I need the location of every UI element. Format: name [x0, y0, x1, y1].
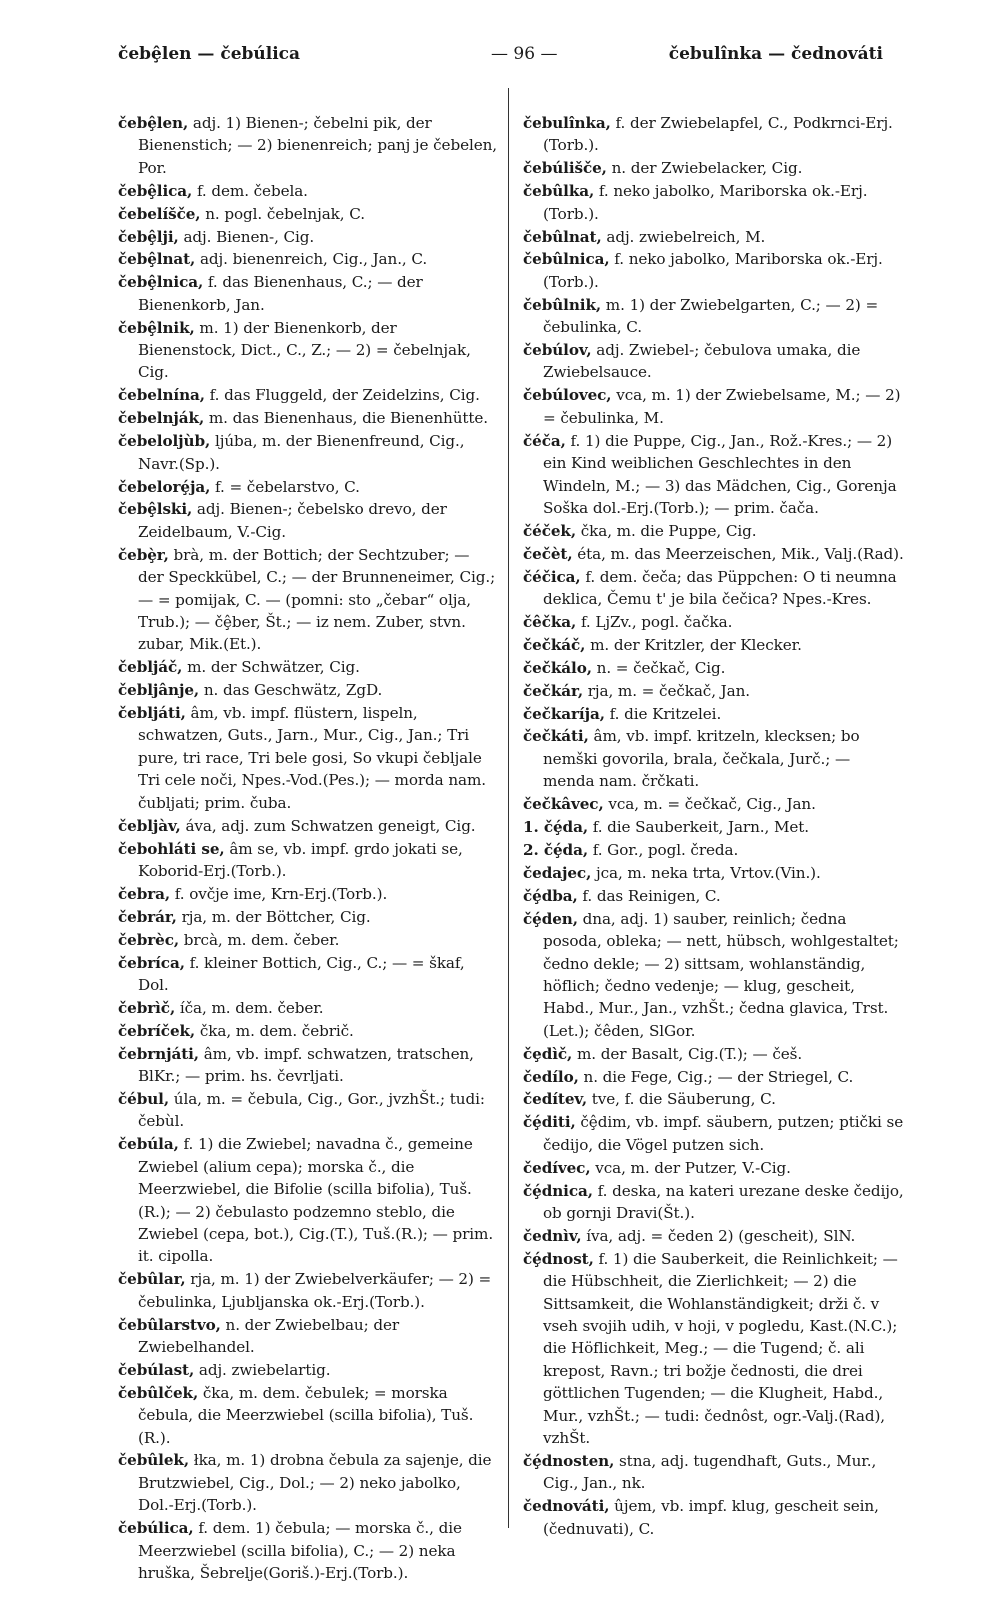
dictionary-entry — [118, 1133, 498, 1267]
dictionary-entry — [523, 1180, 905, 1225]
entry-definition: âm, vb. impf. kritzeln, klecksen; bo nemški govorila, brala, čečkala, Jurč.; — menda nam. črčkati. — [543, 727, 860, 791]
entry-headword: čȩ́dnost, — [523, 1249, 594, 1268]
dictionary-entry — [118, 544, 498, 656]
entry-definition: adj. bienenreich, Cig., Jan., C. — [195, 250, 428, 269]
entry-headword: čebȩ̂lnat, — [118, 250, 196, 269]
entry-headword: čebra, — [118, 884, 171, 903]
entry-definition: n. pogl. čebelnjak, C. — [200, 204, 365, 223]
dictionary-entry — [523, 339, 905, 384]
dictionary-entry — [523, 1088, 905, 1110]
dictionary-entry — [523, 703, 905, 725]
entry-definition: âm se, vb. impf. grdo jokati se, Koborid-Erj.(Torb.). — [138, 839, 463, 880]
dictionary-entry — [118, 112, 498, 179]
entry-headword: čebrèc, — [118, 930, 180, 949]
entry-headword: čebûlka, — [523, 182, 595, 201]
entry-headword: čȩ́dba, — [523, 886, 578, 905]
entry-definition: f. der Zwiebelapfel, C., Podkrnci-Erj.(Torb.). — [543, 114, 893, 155]
entry-definition: f. die Sauberkeit, Jarn., Met. — [588, 818, 810, 837]
entry-definition: čka, m. dem. čebulek; = morska čebula, die Meerzwiebel (scilla bifolia), Tuš.(R.). — [138, 1383, 474, 1447]
entry-headword: čebríca, — [118, 953, 185, 972]
dictionary-entry — [523, 520, 905, 542]
entry-definition: čȩ̂dim, vb. impf. säubern, putzen; ptički se čedijo, die Vögel putzen sich. — [543, 1113, 904, 1154]
dictionary-entry — [118, 384, 498, 406]
entry-headword: čebelorȩ́ja, — [118, 477, 211, 496]
entry-headword: čedítev, — [523, 1090, 588, 1109]
entry-headword: čebríček, — [118, 1021, 196, 1040]
entry-definition: f. dem. čebela. — [192, 181, 308, 200]
entry-headword: čȩ́dnosten, — [523, 1451, 615, 1470]
dictionary-entry — [523, 226, 905, 248]
entry-definition: éta, m. das Meerzeischen, Mik., Valj.(Rad). — [572, 544, 904, 563]
dictionary-entry — [523, 1043, 905, 1065]
entry-headword: čebljáti, — [118, 704, 186, 723]
entry-definition: brcà, m. dem. čeber. — [179, 930, 340, 949]
dictionary-entry — [118, 1449, 498, 1516]
entry-headword: čebȩ̂lica, — [118, 181, 193, 200]
entry-definition: čka, m. die Puppe, Cig. — [576, 521, 757, 540]
entry-definition: f. LjZv., pogl. čačka. — [576, 612, 733, 631]
dictionary-entry — [523, 1111, 905, 1156]
entry-headword: čebohláti se, — [118, 839, 225, 858]
entry-definition: m. der Kritzler, der Klecker. — [585, 635, 802, 654]
entry-definition: f. neko jabolko, Mariborska ok.-Erj.(Torb.). — [543, 182, 868, 223]
entry-headword: čebȩ̂lnik, — [118, 318, 195, 337]
entry-headword: čebúlišče, — [523, 159, 607, 178]
entry-definition: f. kleiner Bottich, Cig., C.; — = škaf, Dol. — [138, 953, 465, 994]
entry-definition: n. die Fege, Cig.; — der Striegel, C. — [578, 1067, 854, 1086]
dictionary-entry — [118, 838, 498, 883]
entry-headword: čêčka, — [523, 612, 577, 631]
entry-definition: m. 1) der Zwiebelgarten, C.; — 2) = čebulinka, C. — [543, 295, 879, 337]
entry-headword: čebûlar, — [118, 1270, 186, 1289]
entry-headword: čéča, — [523, 431, 566, 450]
dictionary-entry — [118, 317, 498, 384]
entry-headword: čebúlovec, — [523, 386, 612, 405]
entry-headword: čebûlnik, — [523, 295, 602, 314]
dictionary-entry — [523, 180, 905, 225]
entry-headword: čebrár, — [118, 907, 177, 926]
entry-definition: adj. 1) Bienen-; čebelni pik, der Bienenstich; — 2) bienenreich; panj je čebelen, Por. — [138, 114, 498, 177]
entry-headword: čebúla, — [118, 1135, 179, 1154]
dictionary-entry — [523, 634, 905, 656]
entry-headword: čednìv, — [523, 1226, 582, 1245]
entry-definition: vca, m. = čečkač, Cig., Jan. — [603, 795, 816, 814]
entry-headword: čebelnják, — [118, 409, 205, 428]
left-column — [118, 112, 498, 1585]
entry-headword: čedílo, — [523, 1067, 579, 1086]
entry-definition: f. neko jabolko, Mariborska ok.-Erj.(Torb.). — [543, 250, 883, 291]
entry-headword: čebrìč, — [118, 998, 176, 1017]
dictionary-entry — [118, 226, 498, 248]
entry-definition: vca, m. 1) der Zwiebelsame, M.; — 2) = čebulinka, M. — [543, 386, 901, 427]
dictionary-entry — [118, 1088, 498, 1133]
entry-headword: čebúlast, — [118, 1360, 195, 1379]
dictionary-entry — [523, 839, 905, 861]
dictionary-entry — [118, 430, 498, 475]
dictionary-entry — [523, 793, 905, 815]
dictionary-entry — [118, 1517, 498, 1584]
entry-headword: čedajec, — [523, 863, 592, 882]
header-left-guide-words: čebȩ̂len — čebúlica — [118, 44, 301, 64]
entry-definition: rja, m. = čečkač, Jan. — [583, 681, 751, 700]
dictionary-entry — [523, 885, 905, 907]
dictionary-entry — [523, 1248, 905, 1450]
dictionary-entry — [523, 1450, 905, 1495]
entry-definition: n. der Zwiebelacker, Cig. — [606, 159, 803, 178]
entry-definition: f. das Reinigen, C. — [577, 886, 721, 905]
entry-headword: čéčica, — [523, 567, 581, 586]
dictionary-entry — [118, 815, 498, 837]
dictionary-entry — [118, 476, 498, 498]
entry-definition: adj. Bienen-; čebelsko drevo, der Zeidelbaum, V.-Cig. — [138, 500, 447, 541]
entry-headword: čebeloljùb, — [118, 432, 211, 451]
entry-definition: âm, vb. impf. flüstern, lispeln, schwatzen, Guts., Jarn., Mur., Cig., Jan.; Tri pure, tri race, Tri bele gosi, So vkupi čebljale Tri cele noči, Npes.-Vod.(Pes.); — morda nam. čubljati; prim. čuba. — [138, 704, 487, 812]
dictionary-entry — [118, 929, 498, 951]
entry-definition: adj. Zwiebel-; čebulova umaka, die Zwiebelsauce. — [543, 341, 861, 382]
entry-definition: f. = čebelarstvo, C. — [210, 477, 360, 496]
entry-headword: čečkáti, — [523, 727, 589, 746]
entry-definition: rja, m. der Böttcher, Cig. — [176, 907, 371, 926]
entry-headword: čebȩ̂lji, — [118, 227, 179, 246]
entry-definition: rja, m. 1) der Zwiebelverkäufer; — 2) = čebulinka, Ljubljanska ok.-Erj.(Torb.). — [138, 1270, 492, 1311]
entry-headword: čebȩ̀r, — [118, 545, 169, 564]
entry-headword: čȩ́dnica, — [523, 1181, 593, 1200]
entry-definition: ljúba, m. der Bienenfreund, Cig., Navr.(Sp.). — [138, 432, 465, 473]
dictionary-entry — [523, 1157, 905, 1179]
dictionary-entry — [118, 407, 498, 429]
entry-definition: f. ovčje ime, Krn-Erj.(Torb.). — [170, 884, 388, 903]
entry-headword: čečkaríja, — [523, 704, 605, 723]
dictionary-entry — [118, 203, 498, 225]
entry-definition: dna, adj. 1) sauber, reinlich; čedna posoda, obleka; — nett, hübsch, wohlgestaltet; čedno dekle; — 2) sittsam, wohlanständig, höflich; čedno vedenje; — klug, gescheit, Habd., Mur., Jan., vzhŠt.; čedna glavica, Trst.(Let.); čêden, SlGor. — [543, 909, 899, 1040]
entry-definition: f. 1) die Sauberkeit, die Reinlichkeit; — die Hübschheit, die Zierlichkeit; — 2) die Sittsamkeit, die Wohlanständigkeit; drži č. v vseh svojih udih, v hoji, v pogledu, Kast.(N.C.); die Höflichkeit, Meg.; — die Tugend; č. ali krepost, Ravn.; tri božje čednosti, die drei göttlichen Tugenden; — die Klugheit, Habd., Mur., vzhŠt.; — tudi: čednôst, ogr.-Valj.(Rad), vzhŠt. — [543, 1249, 898, 1448]
entry-definition: vca, m. der Putzer, V.-Cig. — [590, 1158, 791, 1177]
entry-definition: f. das Bienenhaus, C.; — der Bienenkorb, Jan. — [138, 273, 423, 314]
page-number: — 96 — — [491, 44, 558, 64]
entry-definition: f. die Kritzelei. — [604, 704, 722, 723]
dictionary-entry — [118, 883, 498, 905]
entry-definition: čka, m. dem. čebrič. — [195, 1021, 354, 1040]
entry-definition: f. 1) die Puppe, Cig., Jan., Rož.-Kres.; — 2) ein Kind weiblichen Geschlechtes in den Windeln, M.; — 3) das Mädchen, Cig., Gorenja Soška dol.-Erj.(Torb.); — prim. čača. — [543, 431, 897, 517]
entry-definition: stna, adj. tugendhaft, Guts., Mur., Cig., Jan., nk. — [543, 1451, 877, 1493]
entry-headword: čebȩ̂len, — [118, 114, 189, 132]
dictionary-entry — [523, 384, 905, 429]
entry-headword: čebȩ̂lnica, — [118, 273, 204, 292]
entry-headword: čečkár, — [523, 681, 584, 700]
entry-definition: jca, m. neka trta, Vrtov.(Vin.). — [591, 863, 821, 882]
dictionary-entry — [523, 816, 905, 838]
dictionary-entry — [523, 294, 905, 339]
entry-definition: adj. zwiebelreich, M. — [601, 227, 766, 246]
dictionary-entry — [523, 908, 905, 1042]
entry-definition: brà, m. der Bottich; der Sechtzuber; — der Speckkübel, C.; — der Brunneneimer, Cig.; — = pomijak, C. — (pomni: sto „čebar“ olja, Trub.); — čȩ̂ber, Št.; — iz nem. Zuber, stvn. zubar, Mik.(Et.). — [138, 545, 496, 654]
dictionary-entry — [118, 498, 498, 543]
entry-definition: n. = čečkač, Cig. — [591, 658, 726, 677]
entry-headword: čebûlarstvo, — [118, 1315, 221, 1334]
dictionary-entry — [523, 611, 905, 633]
dictionary-entry — [118, 679, 498, 701]
dictionary-entry — [118, 1382, 498, 1449]
dictionary-entry — [118, 1314, 498, 1359]
entry-headword: čȩdìč, — [523, 1044, 573, 1063]
entry-headword: čebrnjáti, — [118, 1044, 199, 1063]
entry-headword: čȩ́diti, — [523, 1113, 576, 1132]
dictionary-entry — [523, 543, 905, 565]
entry-definition: n. das Geschwätz, ZgD. — [199, 681, 383, 700]
entry-definition: m. das Bienenhaus, die Bienenhütte. — [204, 409, 488, 428]
dictionary-entry — [118, 1020, 498, 1042]
entry-headword: čebulînka, — [523, 114, 611, 132]
entry-headword: čebûlnat, — [523, 227, 602, 246]
dictionary-entry — [118, 1359, 498, 1381]
entry-headword: čebelnína, — [118, 386, 205, 405]
dictionary-entry — [523, 566, 905, 611]
dictionary-entry — [118, 1043, 498, 1088]
entry-headword: čečkálo, — [523, 658, 592, 677]
entry-headword: čečkâvec, — [523, 795, 604, 814]
entry-headword: čebljânje, — [118, 681, 200, 700]
entry-definition: adj. Bienen-, Cig. — [178, 227, 315, 246]
entry-headword: čečkáč, — [523, 635, 586, 654]
dictionary-entry — [523, 1225, 905, 1247]
header-right-guide-words: čebulînka — čednováti — [668, 44, 883, 64]
entry-definition: f. das Fluggeld, der Zeidelzins, Cig. — [204, 386, 480, 405]
dictionary-entry — [118, 271, 498, 316]
entry-definition: n. der Zwiebelbau; der Zwiebelhandel. — [138, 1315, 399, 1356]
dictionary-entry — [523, 725, 905, 792]
entry-definition: łka, m. 1) drobna čebula za sajenje, die Brutzwiebel, Cig., Dol.; — 2) neko jabolko, Dol.-Erj.(Torb.). — [138, 1451, 492, 1515]
entry-headword: čebȩ̂lski, — [118, 500, 193, 519]
dictionary-entry — [523, 657, 905, 679]
dictionary-entry — [118, 180, 498, 202]
entry-definition: tve, f. die Säuberung, C. — [587, 1090, 776, 1109]
entry-headword: čȩ́den, — [523, 909, 578, 928]
dictionary-entry — [523, 680, 905, 702]
entry-definition: f. deska, na kateri urezane deske čedijo, ob gornji Dravi(Št.). — [543, 1181, 904, 1222]
entry-definition: f. Gor., pogl. čreda. — [588, 841, 739, 859]
dictionary-entry — [523, 1495, 905, 1540]
entry-headword: čedívec, — [523, 1158, 591, 1177]
entry-headword: čebúlov, — [523, 341, 592, 360]
dictionary-entry — [118, 1268, 498, 1313]
page-header — [118, 44, 883, 68]
entry-definition: áva, adj. zum Schwatzen geneigt, Cig. — [180, 816, 476, 835]
entry-headword: čebljàv, — [118, 816, 181, 835]
entry-definition: m. 1) der Bienenkorb, der Bienenstock, Dict., C., Z.; — 2) = čebelnjak, Cig. — [138, 318, 471, 382]
dictionary-entry — [118, 248, 498, 270]
entry-definition: úla, m. = čebula, Cig., Gor., jvzhŠt.; tudi: čebùl. — [138, 1089, 485, 1131]
entry-definition: m. der Schwätzer, Cig. — [182, 658, 360, 677]
dictionary-entry — [118, 997, 498, 1019]
entry-definition: íva, adj. = čeden 2) (gescheit), SlN. — [581, 1226, 856, 1245]
entry-headword: čebûlek, — [118, 1451, 190, 1470]
entry-definition: âm, vb. impf. schwatzen, tratschen, BlKr.; — prim. hs. čevrljati. — [138, 1044, 474, 1086]
dictionary-entry — [523, 157, 905, 179]
dictionary-entry — [118, 656, 498, 678]
dictionary-entry — [118, 906, 498, 928]
entry-definition: íča, m. dem. čeber. — [175, 998, 324, 1017]
entry-headword: čebljáč, — [118, 658, 183, 677]
entry-headword: čebelíšče, — [118, 204, 201, 223]
dictionary-entry — [118, 952, 498, 997]
dictionary-entry — [523, 430, 905, 520]
dictionary-entry — [523, 112, 905, 157]
entry-definition: f. dem. 1) čebula; — morska č., die Meerzwiebel (scilla bifolia), C.; — 2) neka hruška, Šebrelje(Goriš.)-Erj.(Torb.). — [138, 1519, 462, 1582]
entry-headword: čebúlica, — [118, 1519, 194, 1538]
entry-headword: čečèt, — [523, 544, 573, 563]
dictionary-entry — [523, 1066, 905, 1088]
entry-headword: čebûlček, — [118, 1383, 199, 1402]
entry-headword: čébul, — [118, 1089, 170, 1108]
entry-headword: čednováti, — [523, 1497, 610, 1516]
column-divider — [508, 88, 509, 1528]
dictionary-entry — [523, 862, 905, 884]
dictionary-entry — [118, 702, 498, 814]
entry-headword: 2. čȩ́da, — [523, 841, 589, 859]
entry-definition: adj. zwiebelartig. — [194, 1360, 331, 1379]
entry-definition: m. der Basalt, Cig.(T.); — češ. — [572, 1044, 803, 1063]
dictionary-entry — [523, 248, 905, 293]
entry-definition: ûjem, vb. impf. klug, gescheit sein, (čednuvati), C. — [543, 1497, 879, 1538]
entry-headword: 1. čȩ́da, — [523, 818, 589, 837]
entry-headword: čebûlnica, — [523, 250, 610, 269]
entry-headword: čéček, — [523, 521, 577, 540]
right-column — [523, 112, 905, 1541]
entry-definition: f. 1) die Zwiebel; navadna č., gemeine Zwiebel (alium cepa); morska č., die Meerzwiebel, die Bifolie (scilla bifolia), Tuš.(R.); — 2) čebulasto podzemno steblo, die Zwiebel (cepa, bot.), Cig.(T.), Tuš.(R.); — prim. it. cipolla. — [138, 1135, 494, 1266]
entry-definition: f. dem. čeča; das Püppchen: O ti neumna deklica, Čemu t' je bila čečica? Npes.-Kres. — [543, 567, 897, 609]
